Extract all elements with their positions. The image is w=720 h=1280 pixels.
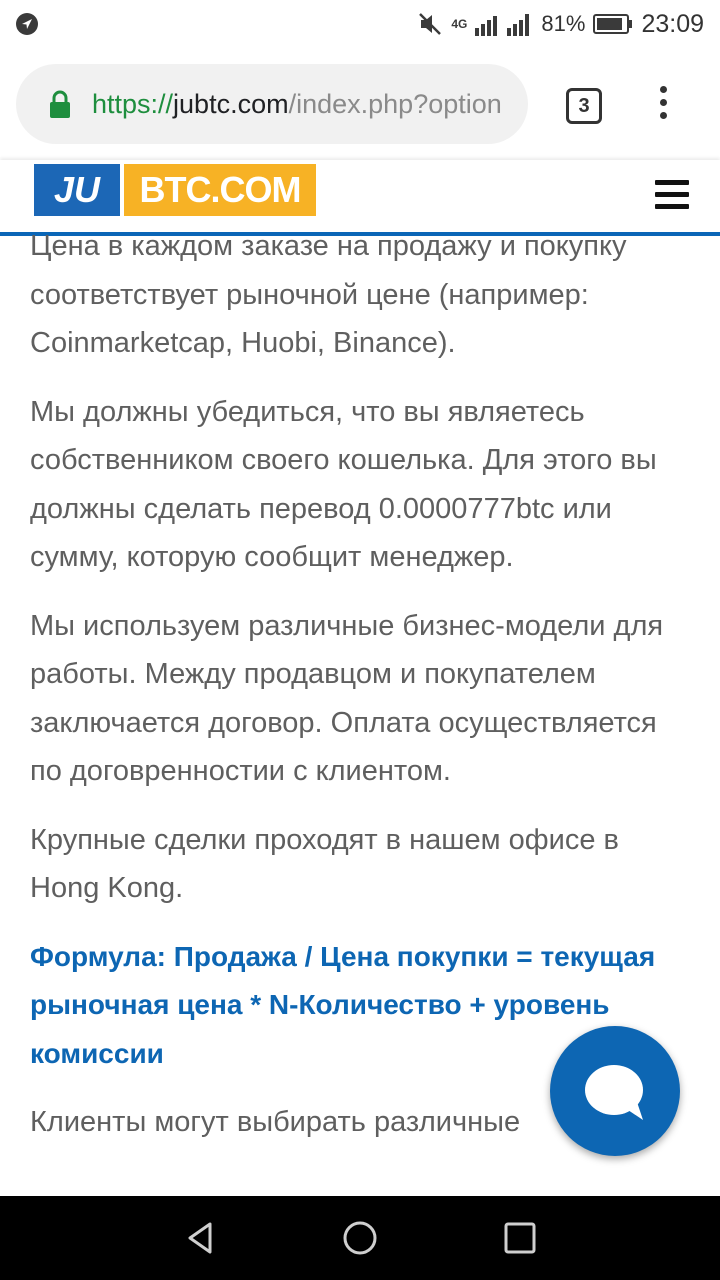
logo-ju: JU <box>34 164 120 216</box>
article-paragraph: Мы должны убедиться, что вы являетесь собственником своего кошелька. Для этого вы должны сделать перевод 0.0000777btc или сумму, которую сообщит менеджер. <box>30 395 657 573</box>
address-bar[interactable] <box>16 64 528 144</box>
network-label: 4G <box>451 17 468 31</box>
home-icon[interactable] <box>342 1220 378 1256</box>
article-paragraph: Крупные сделки проходят в нашем офисе в Hong Kong. <box>30 823 619 904</box>
chat-bubble-icon <box>585 1064 645 1120</box>
more-vert-icon[interactable] <box>656 86 670 126</box>
url-scheme: https:// <box>92 89 174 119</box>
article-content <box>30 222 690 1167</box>
tab-switcher-button[interactable]: 3 <box>566 88 602 124</box>
browser-toolbar <box>0 48 720 160</box>
android-nav-bar <box>0 1196 720 1280</box>
site-logo[interactable] <box>34 164 316 216</box>
article-paragraph: Мы используем различные бизнес-модели для работы. Между продавцом и покупателем заключается договор. Оплата осуществляется по договренностии с клиентом. <box>30 609 664 787</box>
url-path: /index.php?option <box>288 89 502 119</box>
formula-heading: Формула: Продажа / Цена покупки = текущая рыночная цена * N-Количество + уровень комиссии <box>30 940 656 1069</box>
logo-btc: BTC.COM <box>124 164 316 216</box>
lock-icon <box>48 90 72 118</box>
clock: 23:09 <box>641 9 704 38</box>
battery-percent: 81% <box>541 11 586 36</box>
url-text[interactable] <box>92 86 512 122</box>
recents-icon[interactable] <box>502 1220 538 1256</box>
chat-button[interactable] <box>550 1026 680 1156</box>
article-paragraph: Цена в каждом заказе на продажу и покупку соответствует рыночной цене (например: Coinmarketcap, Huobi, Binance). <box>30 230 627 359</box>
navigation-icon <box>16 13 38 35</box>
signal-icon <box>475 12 533 36</box>
battery-icon <box>593 13 633 35</box>
url-host: jubtc.com <box>173 89 289 119</box>
article-paragraph: Клиенты могут выбирать различные <box>30 1106 521 1138</box>
hamburger-icon[interactable] <box>655 180 689 208</box>
status-bar <box>0 0 720 48</box>
back-icon[interactable] <box>182 1220 218 1256</box>
mute-icon <box>417 11 443 37</box>
